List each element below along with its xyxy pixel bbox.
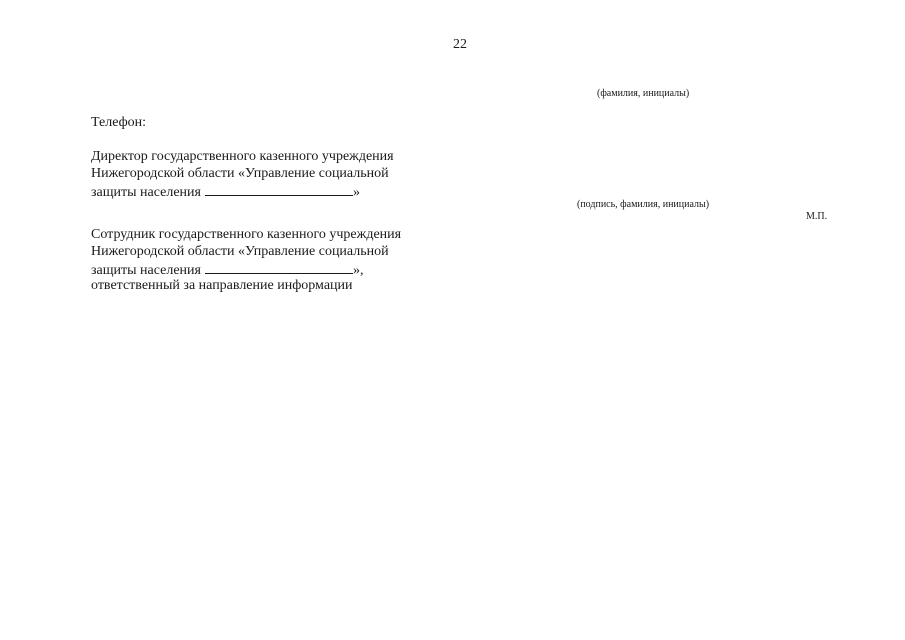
employee-line-4: ответственный за направление информации xyxy=(91,278,353,293)
page-number: 22 xyxy=(453,37,467,52)
director-line-2: Нижегородской области «Управление социальной xyxy=(91,166,389,181)
phone-label: Телефон: xyxy=(91,115,147,130)
director-blank-field[interactable] xyxy=(205,182,353,196)
employee-line-3 xyxy=(91,260,401,277)
director-signature-block xyxy=(91,148,394,199)
director-line-1: Директор государственного казенного учреждения xyxy=(91,149,394,164)
director-line-3 xyxy=(91,182,394,199)
employee-line-3-prefix: защиты населения xyxy=(91,263,201,278)
signature-surname-initials-caption: (подпись, фамилия, инициалы) xyxy=(577,199,710,210)
director-line-3-prefix: защиты населения xyxy=(91,185,201,200)
director-line-3-suffix: » xyxy=(352,185,360,200)
employee-line-3-suffix: », xyxy=(352,263,364,278)
employee-line-2: Нижегородской области «Управление социальной xyxy=(91,244,389,259)
employee-line-1: Сотрудник государственного казенного учреждения xyxy=(91,227,402,242)
employee-block xyxy=(91,226,401,294)
employee-blank-field[interactable] xyxy=(205,260,353,274)
surname-initials-caption: (фамилия, инициалы) xyxy=(597,88,690,99)
stamp-place-label: М.П. xyxy=(806,211,828,222)
